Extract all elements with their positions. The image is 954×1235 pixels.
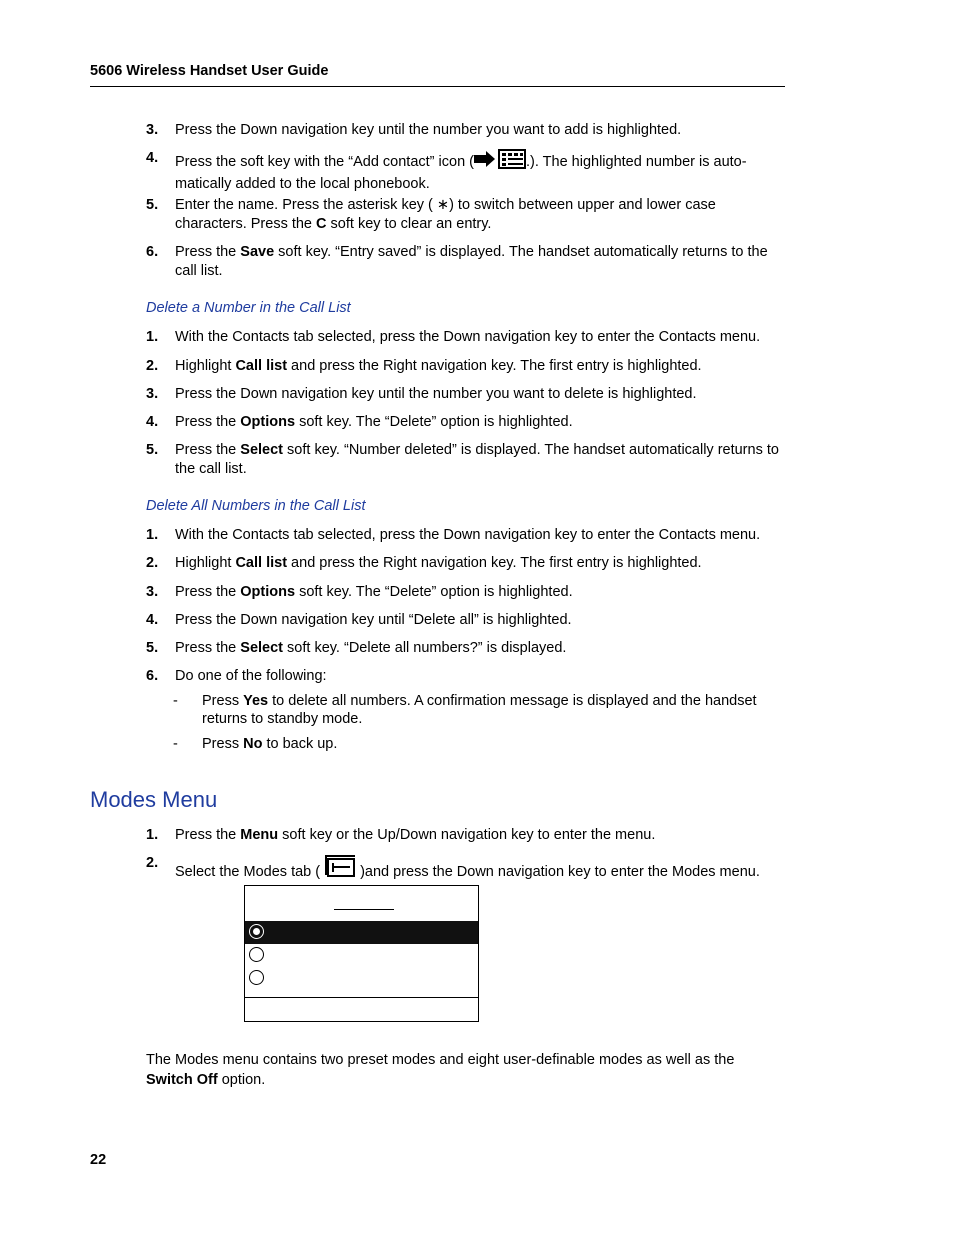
guide-title: 5606 Wireless Handset User Guide: [90, 63, 329, 79]
page-number: 22: [90, 1152, 107, 1168]
list-item: 5. Press the Select soft key. “Delete all numbers?” is displayed.: [146, 640, 567, 656]
mode-row-selected: [245, 921, 478, 944]
list-item: 1. With the Contacts tab selected, press the Down navigation key to enter the Contacts menu.: [146, 527, 761, 543]
radio-empty-icon: [249, 970, 264, 985]
sub-list-item: - Press No to back up.: [173, 736, 338, 752]
mode-row: [245, 944, 478, 967]
list-item: 5. Enter the name. Press the asterisk key ( ∗) to switch between upper and lower case characters. Press the C soft key to clear an entry.: [146, 197, 716, 232]
modes-description: The Modes menu contains two preset modes and eight user-definable modes as well as the Switch Off option.: [146, 1052, 735, 1088]
list-item: 4. Press the soft key with the “Add contact” icon ( .). The highlighted number is auto-matically added to the local phonebook.: [146, 150, 747, 192]
handset-screen: [244, 885, 479, 1022]
page-header: [90, 63, 785, 87]
add-contact-icon: [474, 149, 526, 175]
list-item: 6. Do one of the following:: [146, 668, 327, 684]
list-item: 2. Highlight Call list and press the Right navigation key. The first entry is highlighted.: [146, 358, 702, 374]
list-item: 6. Press the Save soft key. “Entry saved” is displayed. The handset automatically returns to the call list.: [146, 244, 768, 279]
list-item: 5. Press the Select soft key. “Number deleted” is displayed. The handset automatically returns to the call list.: [146, 442, 779, 477]
modes-tab-icon: [324, 854, 356, 884]
mode-row: [245, 967, 478, 990]
list-item: 3. Press the Down navigation key until the number you want to delete is highlighted.: [146, 386, 697, 402]
radio-selected-icon: [249, 924, 264, 939]
list-item: 3. Press the Down navigation key until the number you want to add is highlighted.: [146, 122, 682, 138]
radio-empty-icon: [249, 947, 264, 962]
section-title: Modes Menu: [90, 787, 218, 812]
list-item: 2. Select the Modes tab ( )and press the Down navigation key to enter the Modes menu.: [146, 854, 788, 884]
section-heading: Delete a Number in the Call List: [146, 300, 351, 316]
screen-title-underline: [334, 909, 394, 910]
list-item: 2. Highlight Call list and press the Right navigation key. The first entry is highlighted.: [146, 555, 702, 571]
list-item: 1. With the Contacts tab selected, press the Down navigation key to enter the Contacts menu.: [146, 329, 761, 345]
list-item: 4. Press the Options soft key. The “Delete” option is highlighted.: [146, 414, 573, 430]
list-item: 1. Press the Menu soft key or the Up/Down navigation key to enter the menu.: [146, 827, 656, 843]
section-heading: Delete All Numbers in the Call List: [146, 498, 366, 514]
softkey-divider: [245, 997, 478, 998]
list-item: 3. Press the Options soft key. The “Delete” option is highlighted.: [146, 584, 573, 600]
sub-list-item: - Press Yes to delete all numbers. A confirmation message is displayed and the handset returns to standby mode.: [173, 693, 757, 727]
list-item: 4. Press the Down navigation key until “Delete all” is highlighted.: [146, 612, 572, 628]
